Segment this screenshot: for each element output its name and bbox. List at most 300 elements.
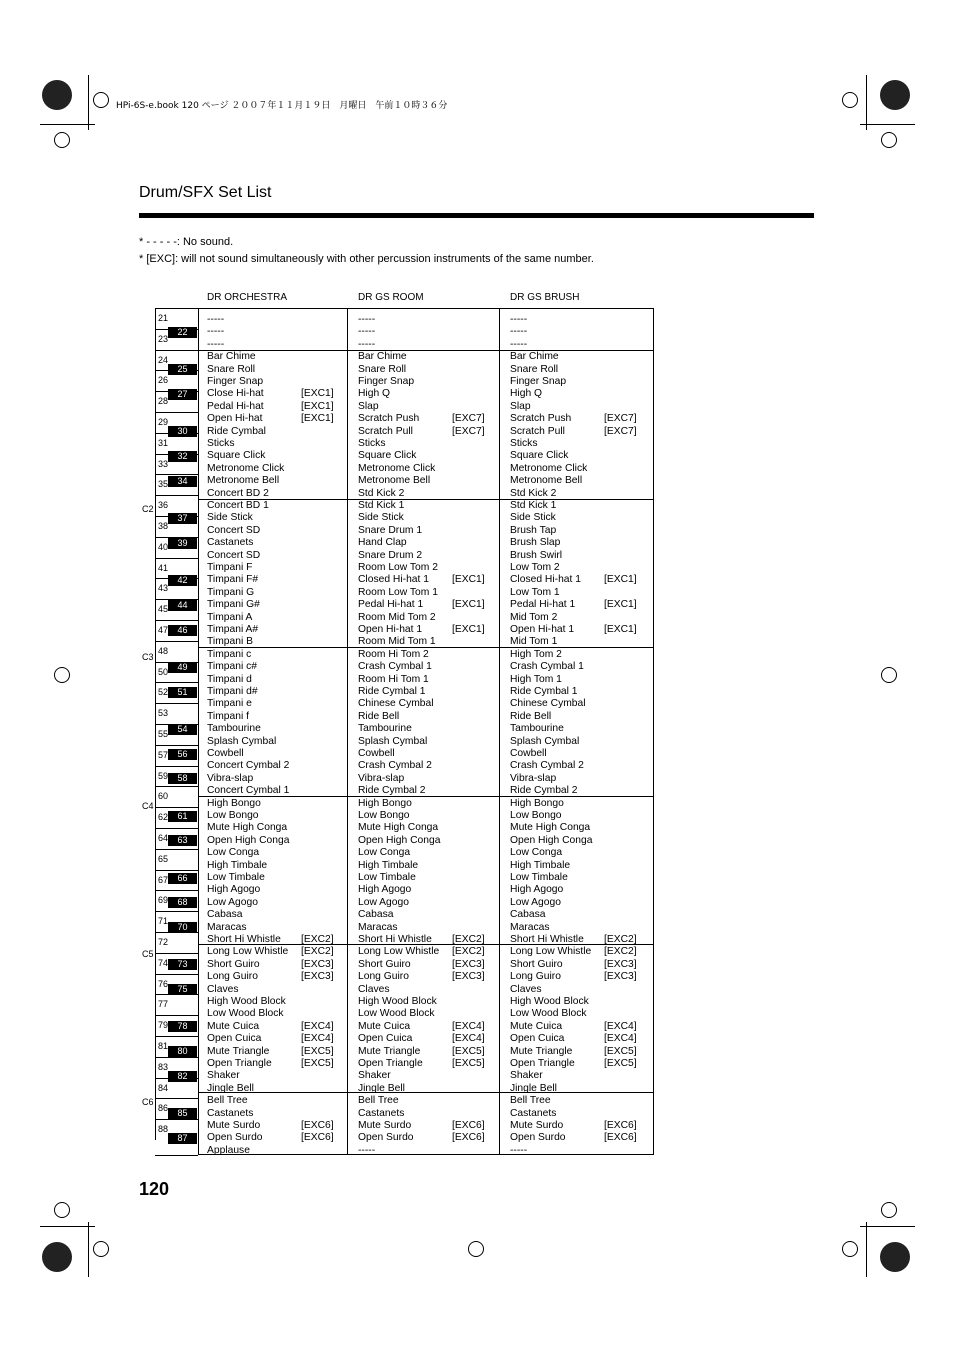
trim-line (866, 75, 867, 130)
instrument-cell: Maracas (207, 921, 247, 933)
instrument-cell: Ride Cymbal 2 (358, 785, 426, 797)
instrument-cell: ----- (358, 1144, 376, 1156)
instrument-cell: Metronome Bell (358, 475, 431, 487)
instrument-cell: Low Agogo (358, 896, 409, 908)
instrument-cell: Open Surdo (207, 1132, 263, 1144)
octave-label-c6: C6 (142, 1097, 154, 1107)
instrument-cell: High Timbale (358, 859, 419, 871)
piano-black-key: 75 (168, 984, 197, 995)
instrument-cell: Pedal Hi-hat 1 (358, 599, 424, 611)
instrument-cell: Mid Tom 2 (510, 611, 558, 623)
instrument-cell: Brush Tap (510, 524, 557, 536)
instrument-cell: Tambourine (207, 723, 261, 735)
key-number: 29 (158, 417, 169, 427)
key-number: 55 (158, 729, 169, 739)
instrument-cell: Sticks (207, 438, 235, 449)
crosshair-icon (881, 1202, 897, 1218)
instrument-cell: Metronome Bell (510, 475, 583, 487)
crosshair-icon (881, 667, 897, 683)
crosshair-icon (93, 92, 109, 108)
exc-group-tag: [EXC5] (301, 1058, 334, 1069)
exc-group-tag: [EXC6] (301, 1132, 334, 1144)
instrument-cell: Bell Tree (510, 1095, 551, 1107)
instrument-cell: Timpani c (207, 648, 252, 660)
piano-black-key: 80 (168, 1046, 197, 1057)
instrument-cell: Open Hi-hat 1 (510, 624, 575, 635)
exc-group-tag: [EXC1] (452, 624, 485, 635)
instrument-cell: Open Surdo (358, 1132, 414, 1144)
key-number: 77 (158, 999, 169, 1010)
instrument-cell: Short Guiro (510, 958, 563, 970)
key-number: 21 (158, 313, 169, 323)
instrument-cell: Castanets (510, 1107, 557, 1119)
instrument-cell: Metronome Click (358, 462, 436, 474)
instrument-cell: Timpani f (207, 710, 249, 722)
instrument-cell: High Wood Block (207, 996, 286, 1007)
exc-group-tag: [EXC1] (301, 400, 334, 412)
instrument-cell: Low Agogo (510, 896, 561, 908)
instrument-cell: Timpani e (207, 698, 252, 710)
instrument-cell: Claves (510, 983, 542, 995)
instrument-cell: Square Click (207, 450, 266, 462)
instrument-cell: Mute Cuica (358, 1020, 411, 1032)
instrument-cell: High Q (358, 388, 391, 400)
piano-black-key: 66 (168, 873, 197, 884)
instrument-cell: Low Conga (358, 847, 411, 859)
instrument-cell: Splash Cymbal (510, 735, 580, 747)
exc-group-tag: [EXC2] (301, 946, 334, 958)
column-header-dr-orchestra: DR ORCHESTRA (207, 292, 288, 303)
octave-label-c2: C2 (142, 504, 154, 514)
instrument-cell: ----- (510, 314, 528, 325)
key-number: 53 (158, 708, 169, 719)
instrument-cell: ----- (207, 314, 225, 325)
exc-group-tag: [EXC4] (604, 1033, 637, 1045)
instrument-cell: Open Triangle (358, 1058, 423, 1069)
exc-group-tag: [EXC4] (452, 1020, 485, 1032)
note-no-sound: * - - - - -: No sound. (139, 236, 234, 248)
instrument-cell: Low Bongo (510, 810, 562, 821)
instrument-cell: Bar Chime (358, 351, 407, 363)
instrument-cell: Metronome Bell (207, 475, 280, 487)
exc-group-tag: [EXC7] (604, 425, 637, 437)
exc-group-tag: [EXC2] (452, 946, 485, 958)
piano-black-key: 44 (168, 600, 197, 611)
crosshair-icon (842, 1241, 858, 1257)
instrument-cell: Ride Cymbal 1 (358, 686, 426, 697)
exc-group-tag: [EXC3] (604, 958, 637, 970)
piano-white-key (155, 994, 198, 1015)
exc-group-tag: [EXC6] (604, 1132, 637, 1144)
instrument-cell: Room Low Tom 1 (358, 586, 438, 598)
instrument-cell: Side Stick (510, 512, 556, 524)
instrument-cell: Low Agogo (207, 896, 258, 908)
instrument-cell: Std Kick 1 (358, 500, 405, 511)
piano-white-key (155, 849, 198, 870)
exc-group-tag: [EXC1] (604, 624, 637, 635)
page-number: 120 (139, 1179, 170, 1199)
instrument-cell: Short Hi Whistle (510, 934, 584, 945)
instrument-cell: Shaker (510, 1070, 543, 1082)
instrument-cell: Mute Surdo (207, 1120, 261, 1131)
registration-mark-icon (42, 1242, 72, 1272)
trim-line (88, 75, 89, 130)
instrument-cell: Open Cuica (207, 1033, 262, 1045)
trim-line (40, 124, 95, 125)
instrument-cell: Low Bongo (207, 810, 259, 821)
instrument-cell: Short Guiro (207, 958, 260, 970)
instrument-cell: Finger Snap (358, 376, 415, 387)
instrument-cell: Open High Conga (207, 834, 290, 846)
instrument-cell: Ride Bell (510, 710, 552, 722)
instrument-cell: Scratch Pull (358, 425, 413, 437)
piano-black-key: 87 (168, 1133, 197, 1144)
instrument-cell: High Tom 1 (510, 673, 562, 685)
exc-group-tag: [EXC1] (452, 574, 485, 586)
crosshair-icon (54, 667, 70, 683)
instrument-cell: Room Mid Tom 1 (358, 636, 436, 648)
instrument-cell: Room Mid Tom 2 (358, 611, 436, 623)
key-number: 50 (158, 666, 169, 677)
instrument-cell: Snare Roll (510, 363, 559, 375)
piano-black-key: 68 (168, 897, 197, 908)
instrument-cell: Finger Snap (207, 376, 264, 387)
instrument-cell: Mute Triangle (510, 1045, 573, 1057)
instrument-cell: Short Guiro (358, 958, 411, 970)
instrument-cell: Crash Cymbal 2 (358, 760, 432, 772)
piano-black-key: 37 (168, 513, 197, 524)
piano-black-key: 25 (168, 364, 197, 375)
instrument-cell: Low Timbale (207, 872, 265, 883)
piano-black-key: 85 (168, 1108, 197, 1119)
instrument-cell: Shaker (207, 1070, 240, 1082)
piano-black-key: 61 (168, 811, 197, 822)
instrument-cell: Mute Triangle (207, 1045, 270, 1057)
instrument-cell: Mute Surdo (510, 1120, 564, 1131)
key-number: 43 (158, 583, 169, 594)
drum-set-table (198, 308, 654, 1155)
crosshair-icon (54, 132, 70, 148)
instrument-cell: Open High Conga (358, 834, 441, 846)
instrument-cell: Timpani G# (207, 599, 260, 611)
instrument-cell: Pedal Hi-hat 1 (510, 599, 576, 611)
instrument-cell: High Bongo (510, 797, 564, 809)
instrument-cell: Cabasa (207, 909, 243, 921)
instrument-cell: High Timbale (207, 859, 268, 871)
note-exc: * [EXC]: will not sound simultaneously with other percussion instruments of the same number. (139, 253, 594, 265)
crosshair-icon (93, 1241, 109, 1257)
piano-white-key (155, 932, 198, 953)
instrument-cell: Crash Cymbal 2 (510, 760, 584, 772)
instrument-cell: ----- (510, 338, 528, 350)
trim-line (860, 1226, 915, 1227)
instrument-cell: Castanets (207, 537, 254, 549)
instrument-cell: Mute High Conga (510, 822, 591, 834)
instrument-cell: ----- (510, 1144, 528, 1156)
instrument-cell: Scratch Pull (510, 425, 565, 437)
key-number: 23 (158, 333, 169, 344)
instrument-cell: Ride Cymbal (207, 425, 266, 437)
piano-black-key: 56 (168, 749, 197, 760)
instrument-cell: Metronome Click (510, 462, 588, 474)
octave-divider (198, 1092, 654, 1093)
instrument-cell: Low Tom 2 (510, 562, 560, 573)
instrument-cell: Cowbell (358, 748, 395, 759)
exc-group-tag: [EXC3] (452, 971, 485, 983)
instrument-cell: Crash Cymbal 1 (358, 661, 432, 673)
instrument-cell: Jingle Bell (207, 1082, 254, 1094)
exc-group-tag: [EXC3] (604, 971, 637, 983)
key-number: 67 (158, 874, 169, 885)
key-number: 57 (158, 749, 169, 760)
key-number: 36 (158, 500, 169, 511)
instrument-cell: Maracas (510, 921, 550, 933)
keyboard-bottom-edge (155, 1155, 198, 1156)
key-number: 45 (158, 604, 169, 615)
instrument-cell: Side Stick (358, 512, 404, 524)
exc-group-tag: [EXC6] (452, 1120, 485, 1131)
piano-black-key: 54 (168, 724, 197, 735)
exc-group-tag: [EXC1] (604, 574, 637, 586)
registration-mark-icon (880, 1242, 910, 1272)
instrument-cell: Finger Snap (510, 376, 567, 387)
piano-black-key: 39 (168, 538, 197, 549)
piano-black-key: 73 (168, 959, 197, 970)
key-number: 74 (158, 957, 169, 968)
instrument-cell: Short Hi Whistle (207, 934, 281, 945)
piano-white-key (155, 703, 198, 724)
instrument-cell: Snare Drum 1 (358, 524, 423, 536)
instrument-cell: Mute Cuica (510, 1020, 563, 1032)
key-number: 79 (158, 1020, 169, 1031)
instrument-cell: High Wood Block (510, 996, 589, 1007)
instrument-cell: Closed Hi-hat 1 (510, 574, 581, 586)
instrument-cell: Slap (358, 400, 379, 412)
instrument-cell: Side Stick (207, 512, 253, 524)
title-rule (139, 213, 814, 218)
piano-black-key: 63 (168, 835, 197, 846)
instrument-cell: Castanets (207, 1107, 254, 1119)
instrument-cell: High Bongo (207, 797, 261, 809)
piano-black-key: 49 (168, 662, 197, 673)
instrument-cell: Chinese Cymbal (510, 698, 586, 710)
instrument-cell: Open High Conga (510, 834, 593, 846)
instrument-cell: High Agogo (207, 884, 261, 896)
instrument-cell: Castanets (358, 1107, 405, 1119)
instrument-cell: Splash Cymbal (207, 735, 277, 747)
key-number: 84 (158, 1082, 169, 1093)
instrument-cell: High Agogo (510, 884, 564, 896)
trim-line (88, 1222, 89, 1277)
instrument-cell: Chinese Cymbal (358, 698, 434, 710)
instrument-cell: Bar Chime (207, 351, 256, 363)
key-number: 28 (158, 396, 169, 407)
instrument-cell: Long Low Whistle (358, 946, 440, 958)
instrument-cell: Std Kick 2 (358, 487, 405, 499)
instrument-cell: Long Guiro (510, 971, 561, 983)
column-divider (499, 308, 500, 1155)
piano-black-key: 27 (168, 389, 197, 400)
instrument-cell: ----- (358, 314, 376, 325)
instrument-cell: Timpani G (207, 586, 255, 598)
instrument-cell: Applause (207, 1144, 250, 1156)
instrument-cell: Low Wood Block (358, 1008, 435, 1020)
exc-group-tag: [EXC2] (452, 934, 485, 945)
instrument-cell: Low Conga (207, 847, 260, 859)
instrument-cell: Low Timbale (358, 872, 416, 883)
instrument-cell: Low Wood Block (207, 1008, 284, 1020)
instrument-cell: High Q (510, 388, 543, 400)
instrument-cell: Snare Roll (358, 363, 407, 375)
instrument-cell: Mid Tom 1 (510, 636, 558, 648)
instrument-cell: Cowbell (207, 748, 244, 759)
instrument-cell: Splash Cymbal (358, 735, 428, 747)
instrument-cell: Long Guiro (207, 971, 258, 983)
instrument-cell: Low Conga (510, 847, 563, 859)
instrument-cell: Closed Hi-hat 1 (358, 574, 429, 586)
instrument-cell: High Wood Block (358, 996, 437, 1007)
crosshair-icon (842, 92, 858, 108)
instrument-cell: Vibra-slap (207, 772, 254, 784)
exc-group-tag: [EXC5] (301, 1045, 334, 1057)
column-divider (347, 308, 348, 1155)
octave-label-c5: C5 (142, 949, 154, 959)
instrument-cell: Hand Clap (358, 537, 407, 549)
exc-group-tag: [EXC2] (604, 934, 637, 945)
key-number: 35 (158, 479, 169, 490)
instrument-cell: Jingle Bell (510, 1082, 557, 1094)
registration-mark-icon (880, 80, 910, 110)
instrument-cell: Low Tom 1 (510, 586, 560, 598)
instrument-cell: Close Hi-hat (207, 388, 264, 400)
octave-label-c4: C4 (142, 801, 154, 811)
instrument-cell: Concert BD 2 (207, 487, 269, 499)
piano-white-key (155, 786, 198, 807)
key-number: 81 (158, 1041, 169, 1051)
exc-group-tag: [EXC3] (301, 971, 334, 983)
instrument-cell: Mute Cuica (207, 1020, 260, 1032)
trim-line (40, 1226, 95, 1227)
instrument-cell: Sticks (510, 438, 538, 449)
instrument-cell: Jingle Bell (358, 1082, 405, 1094)
instrument-cell: Pedal Hi-hat (207, 400, 264, 412)
instrument-cell: Concert SD (207, 549, 261, 561)
instrument-cell: Open Hi-hat 1 (358, 624, 423, 635)
exc-group-tag: [EXC4] (301, 1020, 334, 1032)
instrument-cell: Timpani c# (207, 661, 257, 673)
instrument-cell: Bar Chime (510, 351, 559, 363)
exc-group-tag: [EXC2] (301, 934, 334, 945)
piano-black-key: 42 (168, 575, 197, 586)
piano-black-key: 78 (168, 1021, 197, 1032)
key-number: 65 (158, 853, 169, 864)
key-number: 88 (158, 1124, 169, 1135)
instrument-cell: Low Wood Block (510, 1008, 587, 1020)
key-number: 31 (158, 437, 169, 448)
instrument-cell: Mute High Conga (207, 822, 288, 834)
instrument-cell: Ride Cymbal 1 (510, 686, 578, 697)
key-number: 69 (158, 895, 169, 906)
instrument-cell: ----- (358, 338, 376, 350)
instrument-cell: Open Triangle (207, 1058, 272, 1069)
exc-group-tag: [EXC2] (604, 946, 637, 958)
piano-black-key: 70 (168, 922, 197, 933)
instrument-cell: Concert Cymbal 2 (207, 760, 290, 772)
instrument-cell: Mute Surdo (358, 1120, 412, 1131)
trim-line (866, 1222, 867, 1277)
exc-group-tag: [EXC1] (452, 599, 485, 611)
instrument-cell: Claves (207, 983, 239, 995)
exc-group-tag: [EXC1] (301, 413, 334, 425)
piano-black-key: 51 (168, 687, 197, 698)
piano-black-key: 34 (168, 476, 197, 487)
instrument-cell: Vibra-slap (358, 772, 405, 784)
instrument-cell: Tambourine (510, 723, 564, 735)
instrument-cell: Mute Triangle (358, 1045, 421, 1057)
exc-group-tag: [EXC5] (452, 1058, 485, 1069)
crosshair-icon (468, 1241, 484, 1257)
key-number: 47 (158, 625, 169, 635)
registration-mark-icon (42, 80, 72, 110)
column-header-dr-gs-room: DR GS ROOM (358, 292, 424, 303)
instrument-cell: Mute High Conga (358, 822, 439, 834)
instrument-cell: Bell Tree (358, 1095, 399, 1107)
piano-black-key: 82 (168, 1071, 197, 1082)
instrument-cell: Low Timbale (510, 872, 568, 883)
instrument-cell: Timpani d (207, 673, 252, 685)
instrument-cell: Open Surdo (510, 1132, 566, 1144)
instrument-cell: Snare Drum 2 (358, 549, 423, 561)
exc-group-tag: [EXC5] (452, 1045, 485, 1057)
instrument-cell: Std Kick 2 (510, 487, 557, 499)
instrument-cell: Timpani A# (207, 624, 259, 635)
instrument-cell: Slap (510, 400, 531, 412)
exc-group-tag: [EXC1] (604, 599, 637, 611)
key-number: 52 (158, 687, 169, 698)
instrument-cell: Room Hi Tom 1 (358, 673, 429, 685)
exc-group-tag: [EXC3] (301, 958, 334, 970)
instrument-cell: Snare Roll (207, 363, 256, 375)
instrument-cell: Room Low Tom 2 (358, 562, 438, 573)
instrument-cell: Timpani F (207, 562, 253, 573)
instrument-cell: Brush Swirl (510, 549, 563, 561)
instrument-cell: Long Low Whistle (510, 946, 592, 958)
piano-white-key (155, 641, 198, 662)
instrument-cell: Crash Cymbal 1 (510, 661, 584, 673)
instrument-cell: Timpani F# (207, 574, 259, 586)
instrument-cell: High Agogo (358, 884, 412, 896)
instrument-cell: ----- (207, 338, 225, 350)
print-header: HPi-6S-e.book 120 ページ ２００７年１１月１９日 月曜日 午前１０時３６分 (116, 101, 448, 111)
exc-group-tag: [EXC1] (301, 388, 334, 400)
instrument-cell: Concert Cymbal 1 (207, 785, 290, 797)
instrument-cell: Square Click (510, 450, 569, 462)
instrument-cell: Long Guiro (358, 971, 409, 983)
instrument-cell: Low Bongo (358, 810, 410, 821)
instrument-cell: Concert BD 1 (207, 500, 269, 511)
key-number: 71 (158, 916, 169, 927)
instrument-cell: Open Cuica (358, 1033, 413, 1045)
key-number: 62 (158, 812, 169, 823)
instrument-cell: Concert SD (207, 524, 261, 536)
exc-group-tag: [EXC7] (604, 413, 637, 425)
instrument-cell: Maracas (358, 921, 398, 933)
instrument-cell: Cabasa (358, 909, 394, 921)
instrument-cell: High Bongo (358, 797, 412, 809)
crosshair-icon (881, 132, 897, 148)
exc-group-tag: [EXC4] (301, 1033, 334, 1045)
instrument-cell: Open Triangle (510, 1058, 575, 1069)
